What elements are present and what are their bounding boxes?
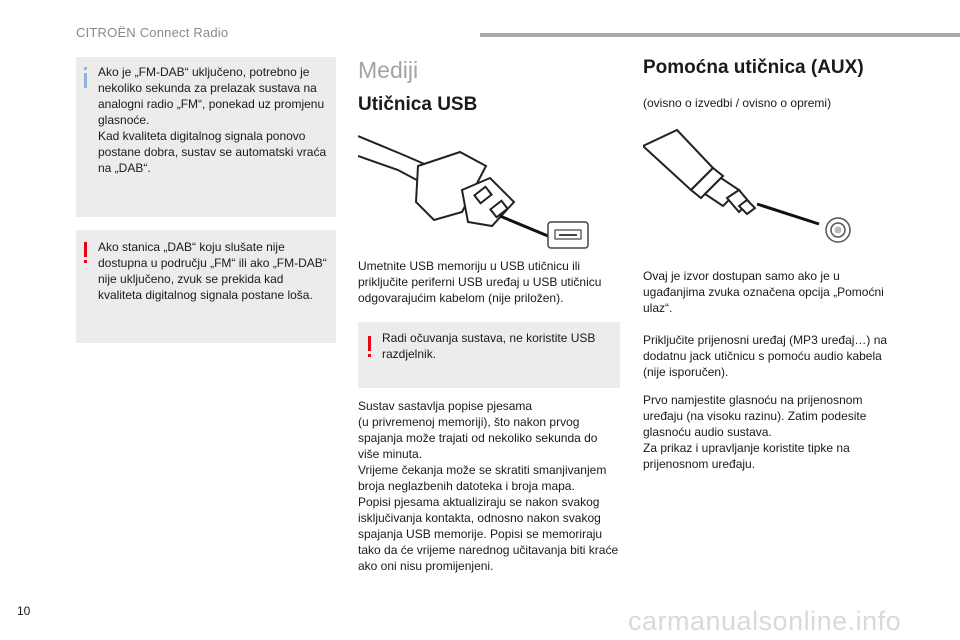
usb-heading: Utičnica USB xyxy=(358,94,478,115)
usb-plug-illustration xyxy=(358,130,598,250)
warning-icon xyxy=(368,336,371,351)
usb-paragraph-2: Sustav sastavlja popise pjesama (u privremenoj memoriji), što nakon prvog spajanja može trajati od nekoliko sekunda do više minuta. Vrijeme čekanja može se skratiti smanjivanjem broja neglazbenih datoteka i broja mapa. Popisi pjesama aktualiziraju se nakon svakog isključivanja kontakta, odnosno nakon svakog spajanja USB memorije. Popisi se memoriraju tako da će vrijeme narednog učitavanja biti kraće ako oni nisu promijenjeni. xyxy=(358,399,619,573)
warning-icon xyxy=(84,242,87,257)
section-title: Mediji xyxy=(358,57,419,83)
jack-plug-illustration xyxy=(643,128,863,248)
aux-paragraph-1: Ovaj je izvor dostupan samo ako je u ugađanjima zvuka označena opcija „Pomoćni ulaz“. xyxy=(643,269,884,315)
aux-subtitle: (ovisno o izvedbi / ovisno o opremi) xyxy=(643,96,832,110)
info-note-text: Ako je „FM-DAB“ uključeno, potrebno je nekoliko sekunda za prelazak sustava na analogni radio „FM“, ponekad uz promjenu glasnoće. Kad kvaliteta digitalnog signala ponovo postane dobra, sustav se automatski vraća na „DAB“. xyxy=(98,65,327,175)
usb-warning-text: Radi očuvanja sustava, ne koristite USB razdjelnik. xyxy=(382,331,596,361)
page-number: 10 xyxy=(17,604,31,618)
watermark: carmanualsonline.info xyxy=(628,606,902,636)
header-title: CITROËN Connect Radio xyxy=(76,25,229,40)
warning-note-box-middle xyxy=(358,322,620,388)
info-note-box xyxy=(76,57,336,217)
usb-paragraph-1: Umetnite USB memoriju u USB utičnicu ili priključite periferni USB uređaj u USB utičnicu odgovarajućim kabelom (nije priložen). xyxy=(358,259,602,305)
aux-paragraph-3: Prvo namjestite glasnoću na prijenosnom uređaju (na visoku razinu). Zatim podesite glasnoću audio sustava. Za prikaz i upravljanje koristite tipke na prijenosnom uređaju. xyxy=(643,393,867,471)
info-icon xyxy=(84,73,87,88)
warning-note-text: Ako stanica „DAB“ koju slušate nije dostupna u području „FM“ ili ako „FM-DAB“ nije uključeno, zvuk se prekida kad kvaliteta digitalnog signala postane loša. xyxy=(98,240,327,302)
aux-heading: Pomoćna utičnica (AUX) xyxy=(643,57,864,78)
header-bar xyxy=(480,33,960,37)
warning-note-box-left xyxy=(76,230,336,343)
aux-paragraph-2: Priključite prijenosni uređaj (MP3 uređaj…) na dodatnu jack utičnicu s pomoću audio kabela (nije isporučen). xyxy=(643,333,888,379)
